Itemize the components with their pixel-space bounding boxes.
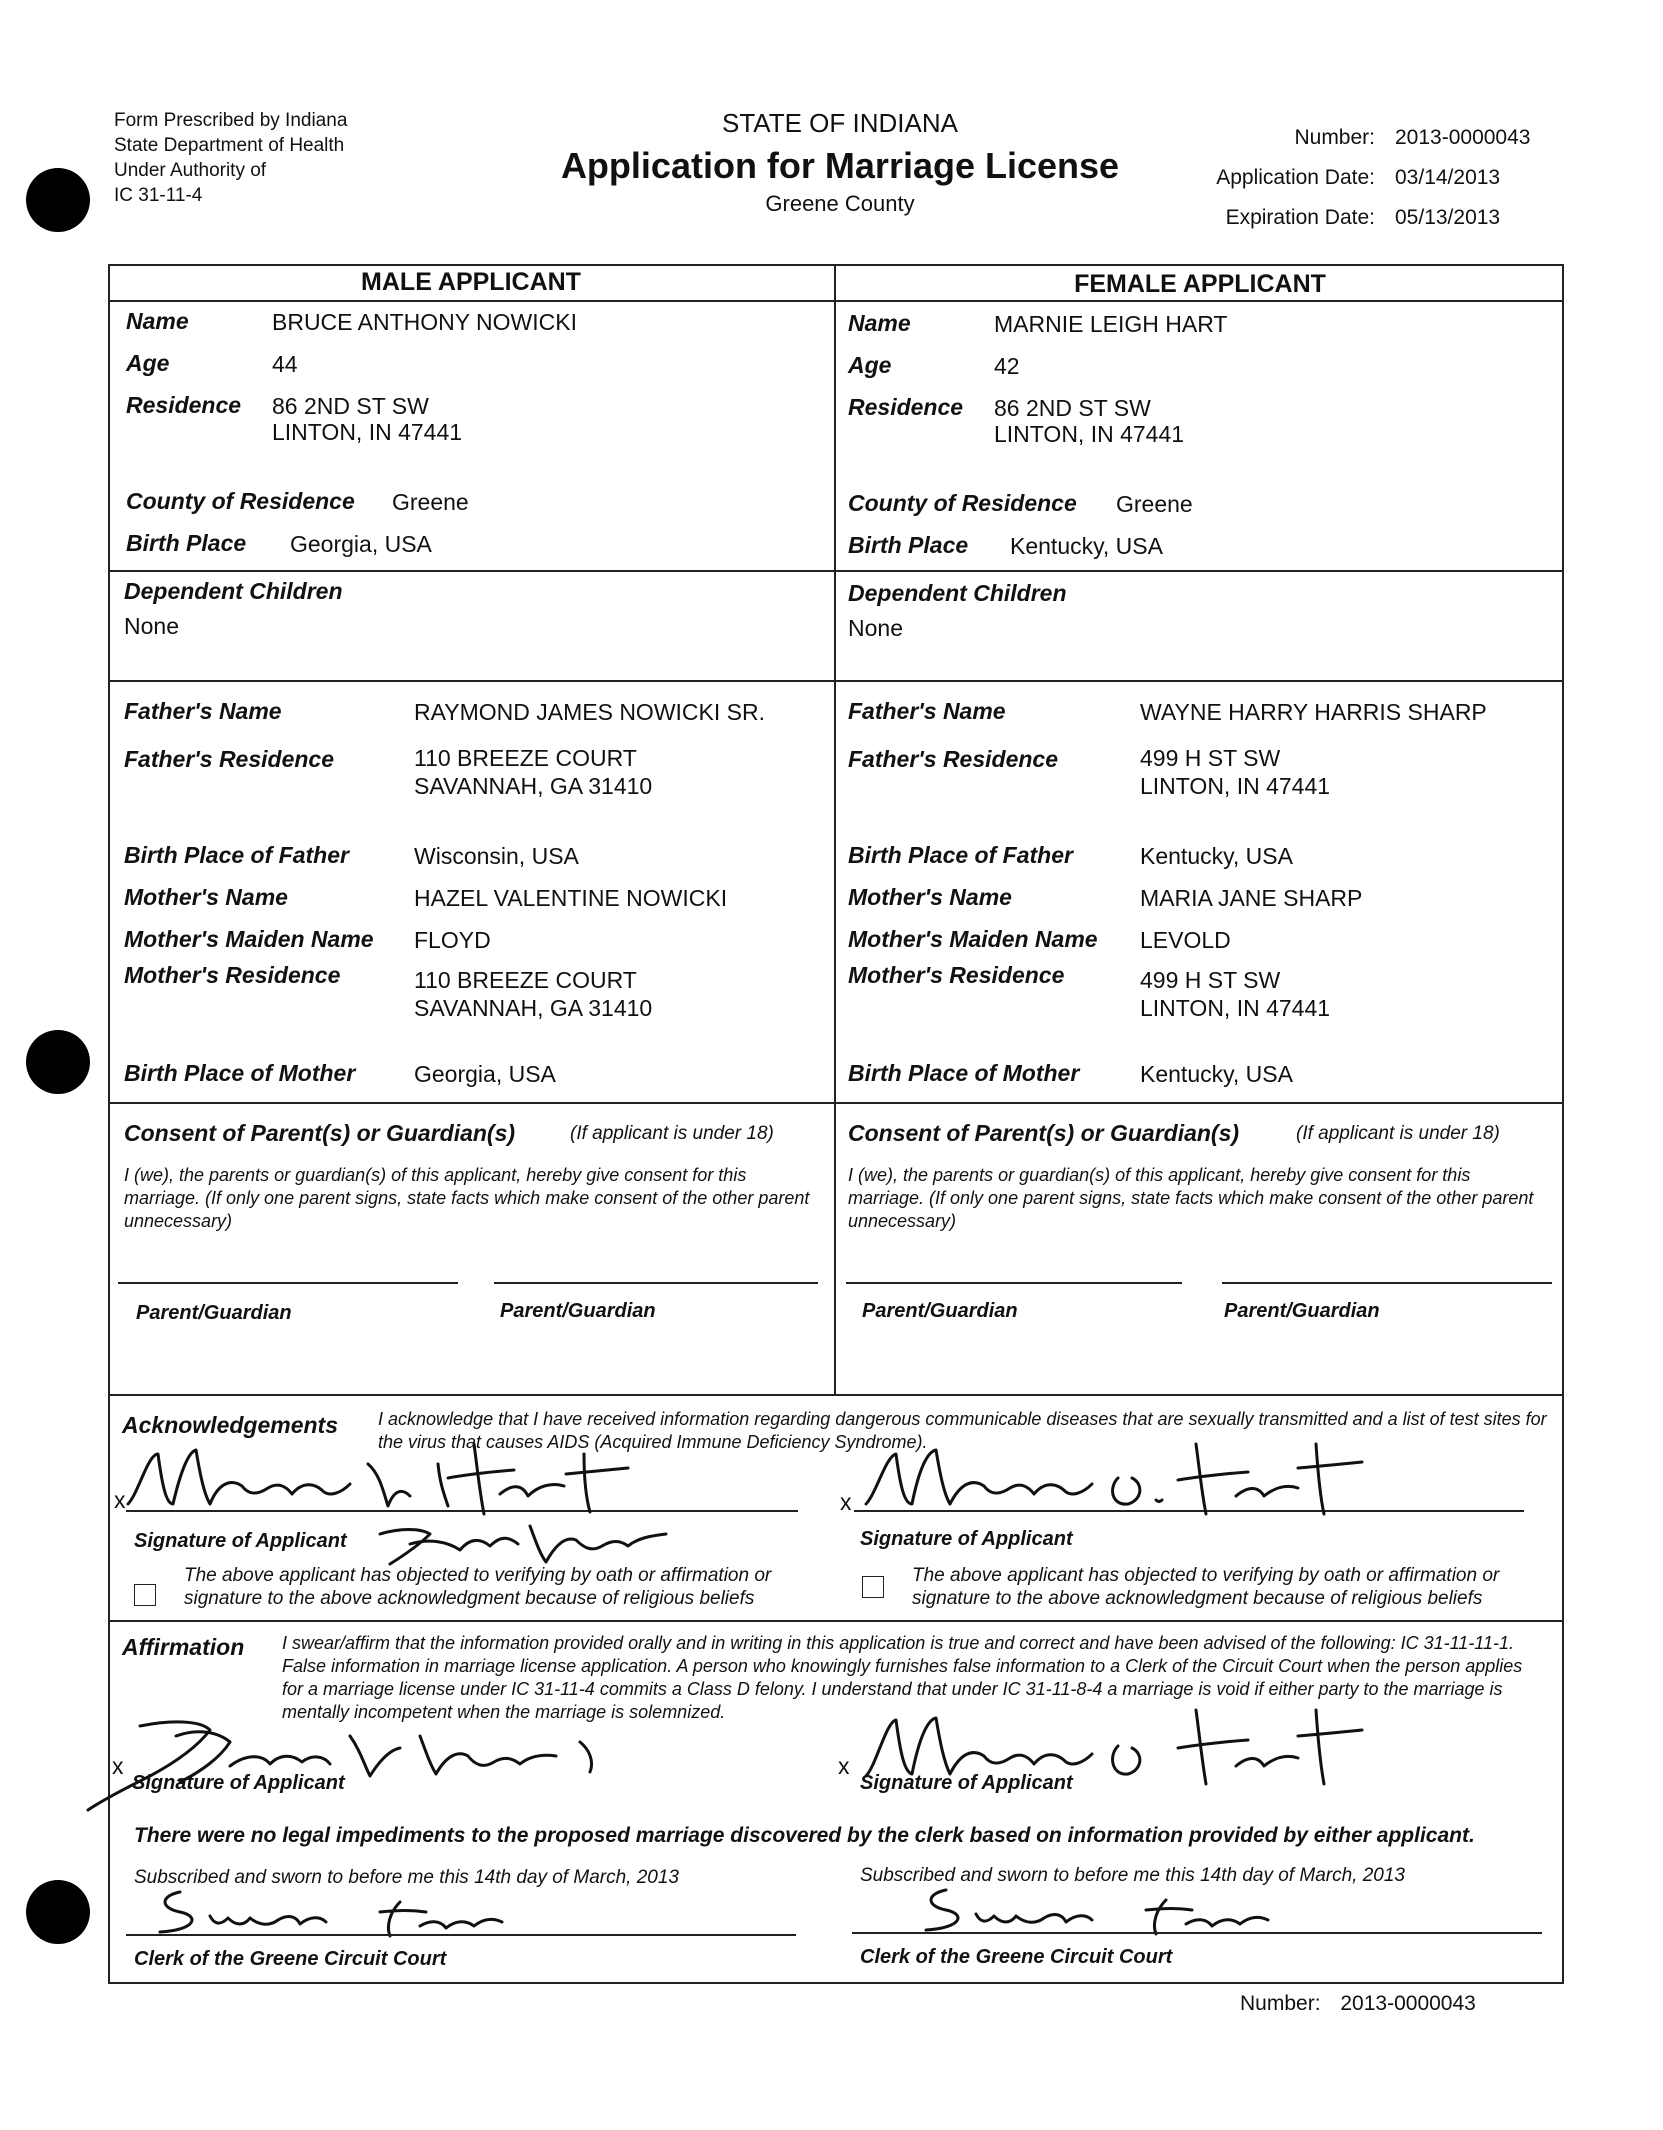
female-signature-ack-right — [856, 1434, 1376, 1524]
authority-line: State Department of Health — [114, 135, 345, 156]
male-mother-residence-label: Mother's Residence — [124, 962, 341, 988]
female-dependent-children: None — [848, 615, 903, 641]
female-birth-place: Kentucky, USA — [1010, 533, 1163, 559]
acknowledgements-text: I acknowledge that I have received information regarding dangerous communicable diseases that are sexually transmitted and a list of test sites for the virus that causes AIDS (Acquired Immune Deficiency Syndrome). — [378, 1409, 1547, 1452]
female-mother-name: MARIA JANE SHARP — [1140, 885, 1363, 911]
male-county-label: County of Residence — [126, 488, 355, 514]
male-ack-signature-label: Signature of Applicant — [134, 1530, 347, 1552]
expiration-date-label: Expiration Date: — [1225, 206, 1375, 229]
male-affirm-signature-label: Signature of Applicant — [132, 1772, 345, 1794]
male-parent-guardian-line-1 — [118, 1282, 458, 1284]
male-residence-label: Residence — [126, 392, 242, 418]
male-residence-line2: LINTON, IN 47441 — [272, 419, 463, 445]
male-county: Greene — [392, 489, 469, 515]
clerk-line-left — [126, 1934, 796, 1936]
female-residence-label: Residence — [848, 394, 964, 420]
male-age: 44 — [272, 351, 298, 377]
female-residence-line1: 86 2ND ST SW — [994, 395, 1151, 421]
male-ack-x-mark: x — [114, 1487, 126, 1513]
county-name: Greene County — [765, 191, 915, 216]
section-divider — [108, 570, 1564, 572]
male-father-birth-place-label: Birth Place of Father — [124, 842, 349, 868]
subscribed-right: Subscribed and sworn to before me this 14th day of March, 2013 — [860, 1865, 1405, 1886]
female-mother-birth-place-label: Birth Place of Mother — [848, 1060, 1080, 1086]
acknowledgements-label: Acknowledgements — [122, 1412, 338, 1438]
punch-hole-top — [26, 168, 90, 232]
authority-line: IC 31-11-4 — [114, 185, 203, 206]
document-heading — [480, 108, 1200, 217]
clerk-line-right — [852, 1932, 1542, 1934]
male-consent-text: I (we), the parents or guardian(s) of this applicant, hereby give consent for this marriage. (If only one parent signs, state facts which make consent of the other parent unnecessary) — [124, 1165, 810, 1231]
footer-number — [1240, 1992, 1476, 2016]
male-mother-residence-line1: 110 BREEZE COURT — [414, 967, 637, 993]
female-name-label: Name — [848, 310, 911, 336]
male-objection-checkbox[interactable] — [134, 1584, 156, 1606]
female-father-birth-place-label: Birth Place of Father — [848, 842, 1073, 868]
expiration-date: 05/13/2013 — [1395, 206, 1501, 229]
female-father-name-label: Father's Name — [848, 698, 1006, 724]
punch-hole-middle — [26, 1030, 90, 1094]
license-number: 2013-0000043 — [1395, 126, 1531, 149]
male-age-label: Age — [126, 350, 170, 376]
application-date-label: Application Date: — [1216, 166, 1375, 189]
female-father-residence-line2: LINTON, IN 47441 — [1140, 773, 1331, 799]
punch-hole-bottom — [26, 1880, 90, 1944]
document-title: Application for Marriage License — [560, 145, 1120, 186]
section-divider — [108, 1620, 1564, 1622]
female-parent-guardian-label-1: Parent/Guardian — [862, 1300, 1018, 1322]
affirmation-text: I swear/affirm that the information provided orally and in writing in this application is true and correct and have been advised of the following: IC 31-11-11-1. False information in marriage license application. A person who knowingly furnishes false information to a Clerk of the Circuit Court when the person applies for a marriage license under IC 31-11-4 commits a Class D felony. I understand that under IC 31-11-8-4 a marriage is void if either party to the marriage is mentally incompetent when the marriage is solemnized. — [282, 1633, 1523, 1722]
female-ack-signature-label: Signature of Applicant — [860, 1528, 1073, 1550]
male-father-birth-place: Wisconsin, USA — [414, 843, 579, 869]
female-consent-note: (If applicant is under 18) — [1296, 1123, 1500, 1144]
female-county-label: County of Residence — [848, 490, 1077, 516]
female-name: MARNIE LEIGH HART — [994, 311, 1228, 337]
male-parent-guardian-line-2 — [494, 1282, 818, 1284]
male-mother-residence-line2: SAVANNAH, GA 31410 — [414, 995, 653, 1021]
female-signature-ack-left — [118, 1434, 678, 1524]
male-mother-name-label: Mother's Name — [124, 884, 288, 910]
female-consent-title: Consent of Parent(s) or Guardian(s) — [848, 1120, 1240, 1146]
form-authority — [114, 108, 347, 208]
female-mother-maiden: LEVOLD — [1140, 927, 1231, 953]
male-residence-line1: 86 2ND ST SW — [272, 393, 429, 419]
license-meta — [1170, 118, 1540, 238]
female-mother-maiden-label: Mother's Maiden Name — [848, 926, 1098, 952]
section-divider — [108, 1394, 1564, 1396]
male-father-name-label: Father's Name — [124, 698, 282, 724]
female-parent-guardian-label-2: Parent/Guardian — [1224, 1300, 1380, 1322]
section-divider — [108, 680, 1564, 682]
column-divider — [834, 264, 836, 1394]
male-signature-affirmation — [80, 1706, 640, 1816]
male-objection-text: The above applicant has objected to verifying by oath or affirmation or signature to the above acknowledgment because of religious beliefs — [184, 1565, 772, 1609]
female-age: 42 — [994, 353, 1020, 379]
female-affirm-x-mark: x — [838, 1753, 850, 1779]
authority-line: Form Prescribed by Indiana — [114, 110, 348, 131]
female-mother-birth-place: Kentucky, USA — [1140, 1061, 1293, 1087]
female-objection-checkbox[interactable] — [862, 1576, 884, 1598]
male-mother-birth-place-label: Birth Place of Mother — [124, 1060, 356, 1086]
female-mother-name-label: Mother's Name — [848, 884, 1012, 910]
male-parent-guardian-label-1: Parent/Guardian — [136, 1302, 292, 1324]
male-dependent-children-label: Dependent Children — [124, 578, 343, 604]
authority-line: Under Authority of — [114, 160, 267, 181]
female-mother-residence-line1: 499 H ST SW — [1140, 967, 1281, 993]
female-objection-text: The above applicant has objected to verifying by oath or affirmation or signature to the above acknowledgment because of religious beliefs — [912, 1565, 1500, 1609]
state-name: STATE OF INDIANA — [722, 108, 958, 138]
male-name-label: Name — [126, 308, 189, 334]
male-father-name: RAYMOND JAMES NOWICKI SR. — [414, 699, 765, 725]
male-consent-note: (If applicant is under 18) — [570, 1123, 774, 1144]
female-county: Greene — [1116, 491, 1193, 517]
male-mother-name: HAZEL VALENTINE NOWICKI — [414, 885, 728, 911]
male-father-residence-label: Father's Residence — [124, 746, 334, 772]
male-birth-place-label: Birth Place — [126, 530, 247, 556]
clerk-label-left: Clerk of the Greene Circuit Court — [134, 1948, 447, 1970]
female-father-residence-label: Father's Residence — [848, 746, 1058, 772]
female-ack-x-mark: x — [840, 1489, 852, 1515]
female-mother-residence-line2: LINTON, IN 47441 — [1140, 995, 1331, 1021]
female-father-birth-place: Kentucky, USA — [1140, 843, 1293, 869]
number-label: Number: — [1294, 126, 1375, 149]
female-applicant-heading: FEMALE APPLICANT — [1074, 270, 1326, 298]
male-applicant-heading: MALE APPLICANT — [361, 268, 581, 296]
female-birth-place-label: Birth Place — [848, 532, 969, 558]
female-consent-text: I (we), the parents or guardian(s) of this applicant, hereby give consent for this marriage. (If only one parent signs, state facts which make consent of the other parent unnecessary) — [848, 1165, 1534, 1231]
female-parent-guardian-line-1 — [846, 1282, 1182, 1284]
male-parent-guardian-label-2: Parent/Guardian — [500, 1300, 656, 1322]
subscribed-left: Subscribed and sworn to before me this 14th day of March, 2013 — [134, 1867, 679, 1888]
affirmation-label: Affirmation — [122, 1634, 245, 1660]
female-mother-residence-label: Mother's Residence — [848, 962, 1065, 988]
female-dependent-children-label: Dependent Children — [848, 580, 1067, 606]
male-affirm-x-mark: x — [112, 1753, 124, 1779]
clerk-label-right: Clerk of the Greene Circuit Court — [860, 1946, 1173, 1968]
clerk-signature-right — [916, 1880, 1286, 1940]
female-affirm-signature-label: Signature of Applicant — [860, 1772, 1073, 1794]
male-mother-maiden-label: Mother's Maiden Name — [124, 926, 374, 952]
female-parent-guardian-line-2 — [1222, 1282, 1552, 1284]
application-date: 03/14/2013 — [1395, 166, 1501, 189]
male-consent-title: Consent of Parent(s) or Guardian(s) — [124, 1120, 516, 1146]
male-father-residence-line1: 110 BREEZE COURT — [414, 745, 637, 771]
male-father-residence-line2: SAVANNAH, GA 31410 — [414, 773, 653, 799]
female-age-label: Age — [848, 352, 892, 378]
male-dependent-children: None — [124, 613, 179, 639]
clerk-signature-left — [150, 1882, 520, 1942]
male-mother-maiden: FLOYD — [414, 927, 491, 953]
female-father-residence-line1: 499 H ST SW — [1140, 745, 1281, 771]
male-name: BRUCE ANTHONY NOWICKI — [272, 309, 577, 335]
footer-number-value: 2013-0000043 — [1340, 1992, 1476, 2015]
section-divider — [108, 1102, 1564, 1104]
footer-number-label: Number: — [1240, 1992, 1321, 2015]
female-residence-line2: LINTON, IN 47441 — [994, 421, 1185, 447]
no-impediments-statement: There were no legal impediments to the proposed marriage discovered by the clerk based on information provided by either applicant. — [134, 1824, 1475, 1847]
male-mother-birth-place: Georgia, USA — [414, 1061, 556, 1087]
male-birth-place: Georgia, USA — [290, 531, 432, 557]
female-father-name: WAYNE HARRY HARRIS SHARP — [1140, 699, 1487, 725]
